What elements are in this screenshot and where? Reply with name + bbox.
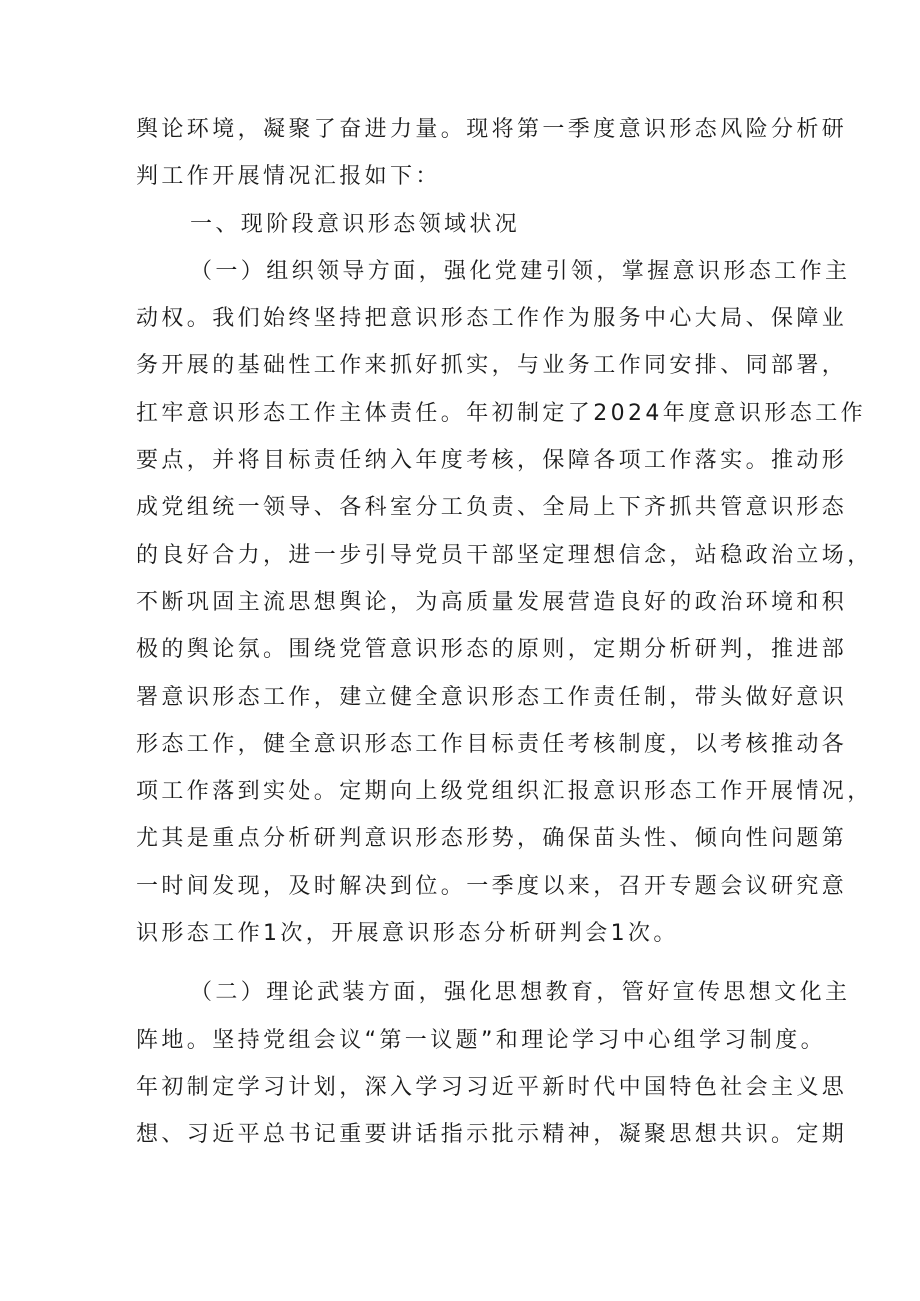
paragraph-gap bbox=[136, 957, 796, 969]
paragraph-line: 识形态工作1次，开展意识形态分析研判会1次。 bbox=[136, 921, 679, 947]
paragraph-line: 极的舆论氛。围绕党管意识形态的原则，定期分析研判，推进部 bbox=[136, 637, 848, 663]
paragraph-line: 阵地。坚持党组会议“第一议题”和理论学习中心组学习制度。 bbox=[136, 1027, 826, 1053]
paragraph-line: 成党组统一领导、各科室分工负责、全局上下齐抓共管意识形态 bbox=[136, 495, 848, 521]
paragraph-line: 要点，并将目标责任纳入年度考核，保障各项工作落实。推动形 bbox=[136, 448, 848, 474]
paragraph-line: 想、习近平总书记重要讲话指示批示精神，凝聚思想共识。定期 bbox=[136, 1122, 848, 1148]
paragraph-line: 舆论环境，凝聚了奋进力量。现将第一季度意识形态风险分析研 bbox=[136, 117, 848, 142]
paragraph-line: （二）理论武装方面，强化思想教育，管好宣传思想文化主 bbox=[190, 980, 851, 1006]
paragraph-line: 不断巩固主流思想舆论，为高质量发展营造良好的政治环境和积 bbox=[136, 589, 848, 615]
section-heading: 一、现阶段意识形态领域状况 bbox=[190, 211, 521, 237]
paragraph-line: 尤其是重点分析研判意识形态形势，确保苗头性、倾向性问题第 bbox=[136, 826, 848, 852]
paragraph-line: 的良好合力，进一步引导党员干部坚定理想信念，站稳政治立场， bbox=[136, 542, 873, 568]
paragraph-line: （一）组织领导方面，强化党建引领，掌握意识形态工作主 bbox=[190, 258, 851, 284]
paragraph-line: 一时间发现，及时解决到位。一季度以来，召开专题会议研究意 bbox=[136, 873, 848, 899]
paragraph-line: 形态工作，健全意识形态工作目标责任考核制度，以考核推动各 bbox=[136, 731, 848, 757]
paragraph-line: 务开展的基础性工作来抓好抓实，与业务工作同安排、同部署， bbox=[136, 353, 848, 379]
document-body bbox=[136, 106, 873, 1159]
paragraph-line: 署意识形态工作，建立健全意识形态工作责任制，带头做好意识 bbox=[136, 684, 848, 710]
paragraph-line: 动权。我们始终坚持把意识形态工作作为服务中心大局、保障业 bbox=[136, 306, 848, 332]
paragraph-line: 判工作开展情况汇报如下： bbox=[136, 164, 441, 190]
paragraph-line: 扛牢意识形态工作主体责任。年初制定了2024年度意识形态工作 bbox=[136, 400, 866, 426]
paragraph-line: 年初制定学习计划，深入学习习近平新时代中国特色社会主义思 bbox=[136, 1074, 848, 1100]
paragraph-line: 项工作落到实处。定期向上级党组织汇报意识形态工作开展情况， bbox=[136, 779, 873, 805]
